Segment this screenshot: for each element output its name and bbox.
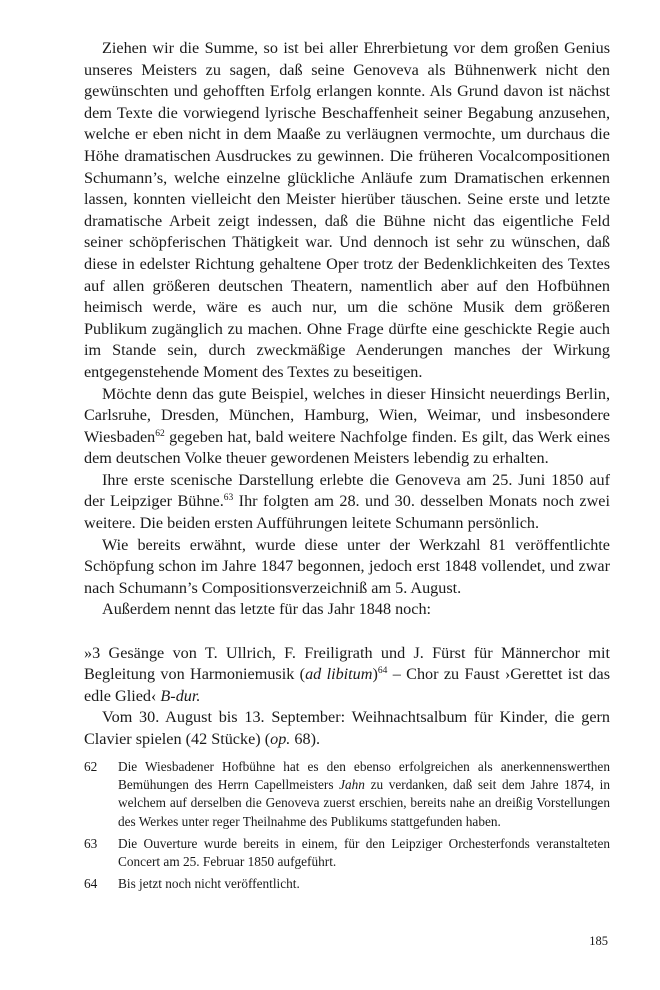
footnotes [84, 758, 610, 897]
footnote-text: Die Ouverture wurde bereits in einem, für den Leipziger Orchesterfonds veranstalteten Concert am 25. Februar 1850 aufgeführt. [118, 835, 610, 870]
quote-text: – Chor zu Faust ›Gerettet ist das edle Glied‹ [84, 665, 611, 705]
footnote-63 [84, 835, 610, 871]
paragraph-text: Vom 30. August bis 13. September: Weihnachtsalbum für Kinder, die gern Clavier spielen (42 Stücke) ( [84, 708, 610, 748]
main-text [84, 38, 610, 751]
page-number: 185 [589, 934, 608, 948]
quote-text: ) [372, 665, 378, 684]
quote-italic: B-dur. [160, 686, 201, 705]
paragraph [84, 470, 610, 535]
paragraph-text: Ihr folgten am 28. und 30. desselben Monats noch zwei weitere. Die beiden ersten Aufführungen leitete Schumann persönlich. [84, 492, 610, 533]
footnote-text: Die Wiesbadener Hofbühne hat es den ebenso erfolgreichen als anerkennenswerthen Bemühungen des Herrn Capellmeisters [118, 759, 610, 793]
footnote-64 [84, 875, 610, 893]
footnote-62 [84, 758, 610, 831]
footnote-number: 64 [84, 876, 98, 892]
footnote-number: 62 [84, 759, 98, 774]
footnote-ref-64[interactable]: 64 [377, 666, 388, 677]
footnote-text: Bis jetzt noch nicht veröffentlicht. [118, 876, 300, 892]
paragraph [84, 707, 610, 750]
footnote-italic: Jahn [339, 777, 365, 793]
paragraph-text: Wie bereits erwähnt, wurde diese unter der Werkzahl 81 veröffentlichte Schöpfung schon im Jahre 1847 begonnen, jedoch erst 1848 vollendet, und zwar nach Schumann’s Compositionsverzeichniß am 5. August. [84, 535, 610, 597]
paragraph-text: Außerdem nennt das letzte für das Jahr 1848 noch: [102, 600, 432, 619]
footnote-ref-62[interactable]: 62 [155, 428, 165, 439]
paragraph-text: gegeben hat, bald weitere Nachfolge finden. Es gilt, das Werk eines dem deutschen Volke theuer gewordenen Meisters lebendig zu erhalten. [84, 427, 610, 468]
quote-italic: ad libitum [305, 665, 373, 684]
paragraph-text: 68). [290, 730, 321, 748]
footnote-ref-63[interactable]: 63 [223, 493, 234, 504]
paragraph [84, 38, 610, 384]
paragraph-text: Ihre erste scenische Darstellung erlebte die Genoveva am 25. Juni 1850 auf der Leipziger Bühne. [84, 470, 610, 511]
footnote-text: zu verdanken, daß seit dem Jahre 1874, in welchem auf derselben die Genoveva zuerst erschien, bereits nahe an dreißig Vorstellungen des Werkes unter reger Theilnahme des Publikums stattgefunden haben. [118, 777, 610, 829]
paragraph-text: Möchte denn das gute Beispiel, welches in dieser Hinsicht neuerdings Berlin, Carlsruhe, Dresden, München, Hamburg, Wien, Weimar, und insbesondere Wiesbaden [84, 384, 610, 446]
quoted-list [84, 643, 610, 708]
paragraph-italic: op. [270, 730, 291, 748]
footnote-number: 63 [84, 835, 98, 851]
paragraph [84, 535, 610, 600]
paragraph [84, 599, 610, 621]
paragraph [84, 384, 610, 470]
quote-text: »3 Gesänge von T. Ullrich, F. Freiligrath und J. Fürst für Männerchor mit Begleitung von Harmoniemusik ( [84, 643, 610, 684]
paragraph-text: Ziehen wir die Summe, so ist bei aller Ehrerbietung vor dem großen Genius unseres Meisters zu sagen, daß seine Genoveva als Bühnenwerk nicht den gewünschten und gehofften Erfolg erlangen konnte. Als Grund davon ist nächst dem Texte die vorwiegend lyrische Beschaffenheit seiner Begabung anzusehen, welche er eben nicht in dem Maaße zu verläugnen vermochte, um durchaus die Höhe dramatischen Ausdruckes zu gewinnen. Die früheren Vocalcompositionen Schumann’s, welche einzelne glückliche Anläufe zum Dramatischen erkennen lassen, konnten vielleicht den Meister hierüber täuschen. Seine erste und letzte dramatische Arbeit zeigt indessen, daß die Bühne nicht das eigentliche Feld seiner schöpferischen Thätigkeit war. Und dennoch ist sehr zu wünschen, daß diese in edelster Richtung gehaltene Oper trotz der Bedenklichkeiten des Textes auf allen größeren deutschen Theatern, namentlich aber auf den Hofbühnen heimisch werde, wäre es auch nur, um die schöne Musik dem größeren Publikum zugänglich zu machen. Ohne Frage dürfte eine geschickte Regie auch im Stande sein, durch zweckmäßige Aenderungen manches der Wirkung entgegenstehende Moment des Textes zu beseitigen. [84, 39, 610, 381]
